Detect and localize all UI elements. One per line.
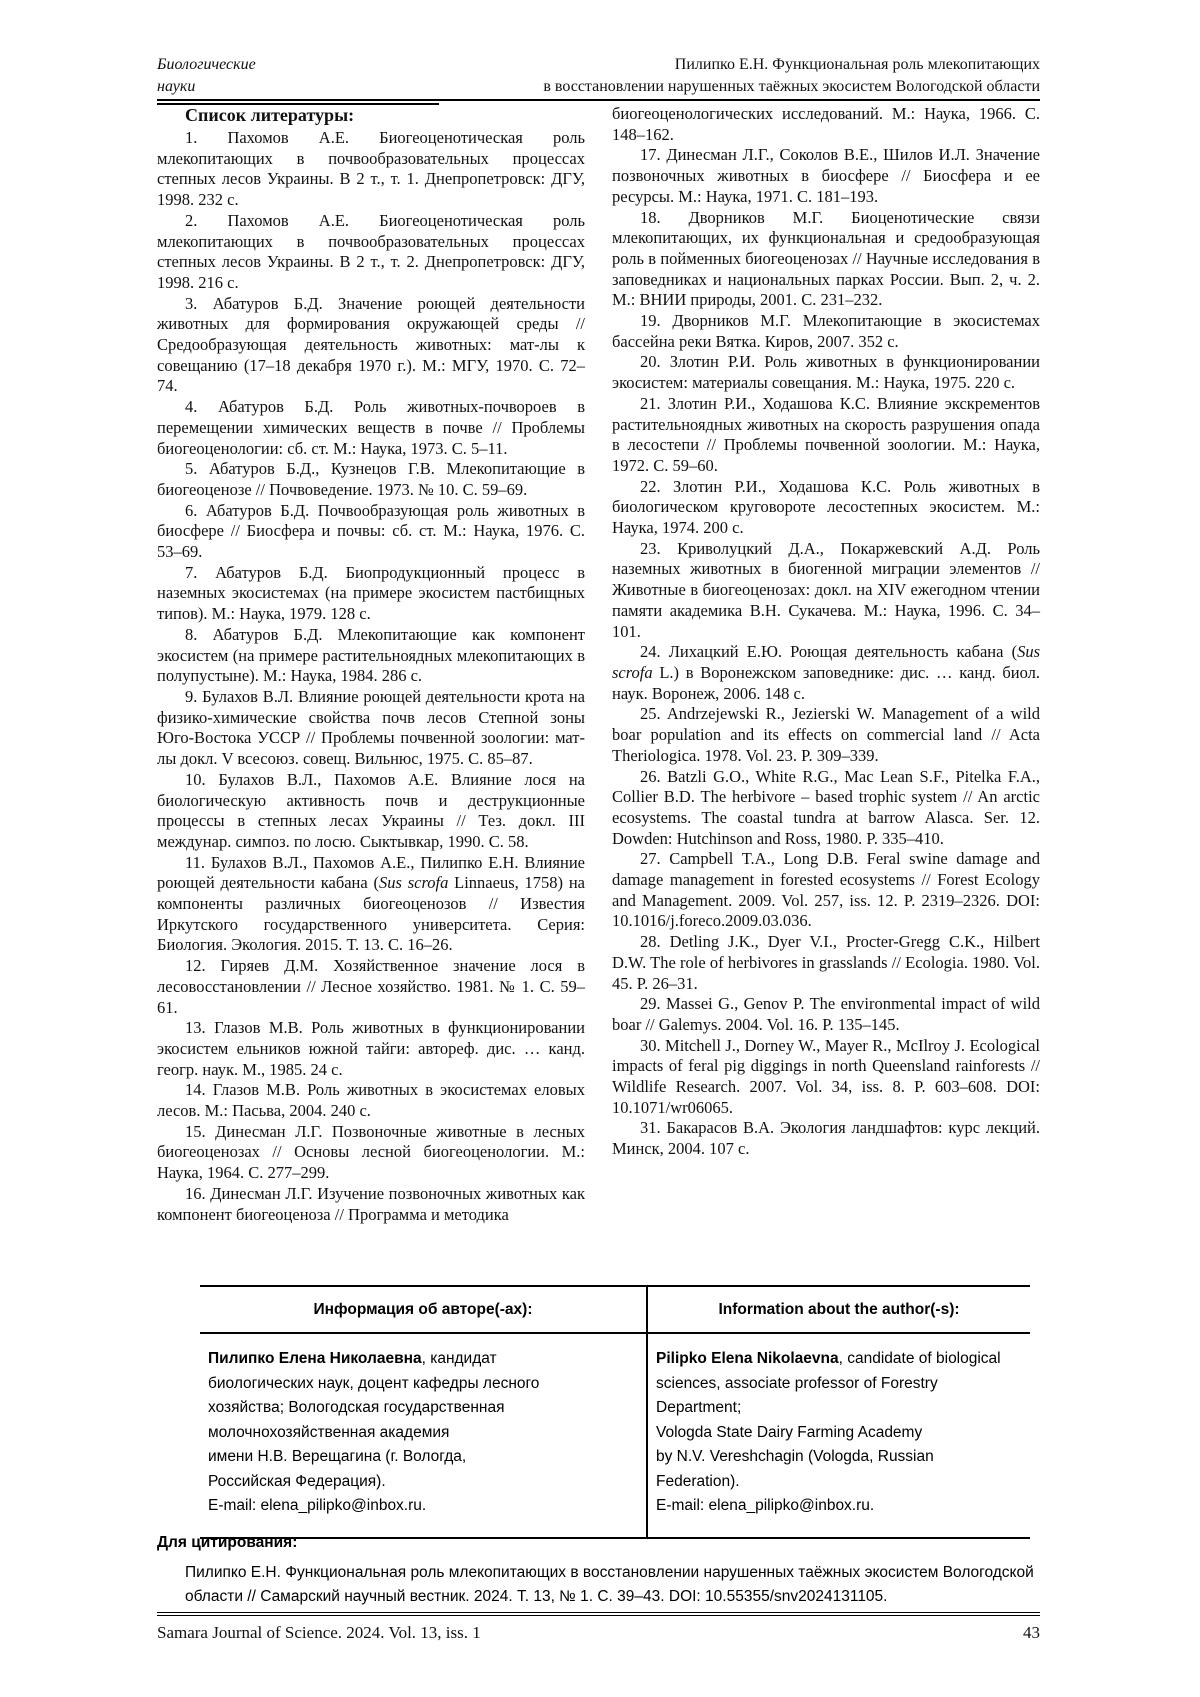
reference-item: 11. Булахов В.Л., Пахомов А.Е., Пилипко Е.Н. Влияние роющей деятельности кабана (Sus scrofa Linnaeus, 1758) на компоненты различных биогеоценозов // Известия Иркутского государственного университета. Серия: Биология. Экология. 2015. Т. 13. С. 16–26. xyxy=(157,852,585,955)
reference-item: 2. Пахомов А.Е. Биогеоценотическая роль млекопитающих в почвообразовательных процессах степных лесов Украины. В 2 т., т. 2. Днепропетровск: ДГУ, 1998. 216 с. xyxy=(157,210,585,292)
author-info-line: имени Н.В. Верещагина (г. Вологда, xyxy=(208,1448,467,1465)
section-title-line1: Биологические xyxy=(157,56,256,73)
references-column-left xyxy=(157,104,585,1225)
header-rule xyxy=(157,99,1040,101)
reference-item: 18. Дворников М.Г. Биоценотические связи млекопитающих, их функциональная и средообразующая роль в пойменных биогеоценозах // Научные исследования в заповедниках и национальных парках России. Вып. 2, ч. 2. М.: ВНИИ природы, 2001. С. 231–232. xyxy=(612,207,1040,310)
reference-item: 29. Massei G., Genov P. The environmental impact of wild boar // Galemys. 2004. Vol. 16. P. 135–145. xyxy=(612,994,1040,1034)
reference-item: 4. Абатуров Б.Д. Роль животных-почвороев в перемещении химических веществ в почве // Проблемы биогеоценологии: сб. ст. М.: Наука, 1973. С. 5–11. xyxy=(157,397,585,458)
reference-item: 26. Batzli G.O., White R.G., Mac Lean S.F., Pitelka F.A., Collier B.D. The herbivore – based trophic system // An arctic ecosystems. The coastal tundra at barrow Alasca. Ser. 12. Dowden: Hutchinson and Ross, 1980. P. 335–410. xyxy=(612,766,1040,848)
reference-item: 14. Глазов М.В. Роль животных в экосистемах еловых лесов. М.: Пасьва, 2004. 240 с. xyxy=(157,1080,585,1121)
reference-item: 15. Динесман Л.Г. Позвоночные животные в лесных биогеоценозах // Основы лесной биогеоценологии. М.: Наука, 1964. С. 277–299. xyxy=(157,1121,585,1183)
reference-item: 31. Бакарасов В.А. Экология ландшафтов: курс лекций. Минск, 2004. 107 с. xyxy=(612,1118,1040,1159)
reference-item: 30. Mitchell J., Dorney W., Mayer R., McIlroy J. Ecological impacts of feral pig diggings in north Queensland rainforests // Wildlife Research. 2007. Vol. 34, iss. 8. P. 603–608. DOI: 10.1071/wr06065. xyxy=(612,1035,1040,1117)
footer-page-number: 43 xyxy=(1023,1623,1040,1642)
reference-item: 22. Злотин Р.И., Ходашова К.С. Роль животных в биологическом круговороте лесостепных экосистем. М.: Наука, 1974. 200 с. xyxy=(612,476,1040,538)
author-info-line: E-mail: elena_pilipko@inbox.ru. xyxy=(208,1497,427,1514)
article-running-title-line1: Пилипко Е.Н. Функциональная роль млекопитающих xyxy=(674,56,1040,73)
citation-text: Пилипко Е.Н. Функциональная роль млекопитающих в восстановлении нарушенных таёжных экосистем Вологодской области // Самарский научный вестник. 2024. Т. 13, № 1. С. 39–43. DOI: 10.55355/snv2024131105. xyxy=(185,1564,1034,1605)
author-info-line: Vologda State Dairy Farming Academy xyxy=(656,1423,923,1441)
reference-item: 9. Булахов В.Л. Влияние роющей деятельности крота на физико-химические свойства почв лесов Степной зоны Юго-Востока УССР // Проблемы почвенной зоологии: мат-лы докл. V всесоюз. совещ. Вильнюс, 1975. С. 85–87. xyxy=(157,686,585,769)
reference-item: 3. Абатуров Б.Д. Значение роющей деятельности животных для формирования окружающей среды // Средообразующая деятельность животных: мат-лы к совещанию (17–18 декабря 1970 г.). М.: МГУ, 1970. С. 72–74. xyxy=(157,293,585,396)
reference-item: 1. Пахомов А.Е. Биогеоценотическая роль млекопитающих в почвообразовательных процессах степных лесов Украины. В 2 т., т. 1. Днепропетровск: ДГУ, 1998. 232 с. xyxy=(157,128,585,210)
reference-item: 10. Булахов В.Л., Пахомов А.Е. Влияние лося на биологическую активность почв и деструкционные процессы в степных лесах Украины // Тез. докл. III междунар. симпоз. по лосю. Сыктывкар, 1990. С. 58. xyxy=(157,769,585,851)
author-info-line: Пилипко Елена Николаевна, кандидат xyxy=(208,1350,497,1367)
author-info-line: Российская Федерация). xyxy=(208,1472,386,1490)
author-info-header-ru: Информация об авторе(-ах): xyxy=(200,1287,646,1334)
reference-item: 5. Абатуров Б.Д., Кузнецов Г.В. Млекопитающие в биогеоценозе // Почвоведение. 1973. № 10. С. 59–69. xyxy=(157,459,585,499)
reference-item: 23. Криволуцкий Д.А., Покаржевский А.Д. Роль наземных животных в биогенной миграции элементов // Животные в биогеоценозах: докл. на XIV ежегодном чтении памяти академика В.Н. Сукачева. М.: Наука, 1996. С. 34–101. xyxy=(612,538,1040,641)
author-info-column-en xyxy=(648,1287,1030,1537)
author-info-line: Pilipko Elena Nikolaevna, candidate of biological xyxy=(656,1350,1001,1367)
page-footer xyxy=(157,1622,1040,1644)
reference-item: 17. Динесман Л.Г., Соколов В.Е., Шилов И.Л. Значение позвоночных животных в биосфере // Биосфера и ее ресурсы. М.: Наука, 1971. С. 181–193. xyxy=(612,145,1040,206)
references-section xyxy=(157,104,1040,1225)
reference-item: 20. Злотин Р.И. Роль животных в функционировании экосистем: материалы совещания. М.: Наука, 1975. 220 с. xyxy=(612,352,1040,393)
references-list-right xyxy=(612,145,1040,1159)
author-info-line: биологических наук, доцент кафедры лесного xyxy=(208,1374,540,1392)
references-heading: Список литературы: xyxy=(185,105,355,125)
reference-item: 6. Абатуров Б.Д. Почвообразующая роль животных в биосфере // Биосфера и почвы: сб. ст. М.: Наука, 1976. С. 53–69. xyxy=(157,500,585,562)
reference-item: 19. Дворников М.Г. Млекопитающие в экосистемах бассейна реки Вятка. Киров, 2007. 352 с. xyxy=(612,311,1040,351)
author-info-line: молочнохозяйственная академия xyxy=(208,1423,450,1441)
author-info-line: sciences, associate professor of Forestry Department; xyxy=(656,1374,938,1416)
reference-item: 8. Абатуров Б.Д. Млекопитающие как компонент экосистем (на примере растительноядных млекопитающих в полупустыне). М.: Наука, 1984. 286 с. xyxy=(157,624,585,686)
author-info-header-en: Information about the author(-s): xyxy=(648,1287,1030,1334)
reference-item: 16. Динесман Л.Г. Изучение позвоночных животных как компонент биогеоценоза // Программа и методика xyxy=(157,1183,585,1224)
footer-rule xyxy=(157,1612,1040,1616)
author-info-body-en xyxy=(648,1334,1030,1537)
reference-item: 13. Глазов М.В. Роль животных в функционировании экосистем ельников южной тайги: автореф. дис. … канд. геогр. наук. М., 1985. 24 с. xyxy=(157,1018,585,1079)
article-running-title-line2: в восстановлении нарушенных таёжных экосистем Вологодской области xyxy=(543,78,1040,95)
references-list-left xyxy=(157,128,585,1225)
reference-item: 28. Detling J.K., Dyer V.I., Procter-Gregg C.K., Hilbert D.W. The role of herbivores in grasslands // Ecologia. 1980. Vol. 45. P. 26–31. xyxy=(612,932,1040,993)
reference-item: 27. Campbell T.A., Long D.B. Feral swine damage and damage management in forested ecosystems // Forest Ecology and Management. 2009. Vol. 257, iss. 12. P. 2319–2326. DOI: 10.1016/j.foreco.2009.03.036. xyxy=(612,849,1040,931)
author-info-body-ru xyxy=(200,1334,646,1537)
reference-item-continuation: биогеоценологических исследований. М.: Наука, 1966. С. 148–162. xyxy=(612,104,1040,144)
author-info-column-ru xyxy=(200,1287,648,1537)
author-info-line: by N.V. Vereshchagin (Vologda, Russian Federation). xyxy=(656,1448,934,1490)
section-title-line2: науки xyxy=(157,78,196,95)
reference-item: 12. Гиряев Д.М. Хозяйственное значение лося в лесовосстановлении // Лесное хозяйство. 1981. № 1. С. 59–61. xyxy=(157,956,585,1017)
author-info-line: хозяйства; Вологодская государственная xyxy=(208,1399,505,1416)
running-head xyxy=(157,54,1040,98)
reference-item: 24. Лихацкий Е.Ю. Роющая деятельность кабана (Sus scrofa L.) в Воронежском заповеднике: дис. … канд. биол. наук. Воронеж, 2006. 148 с. xyxy=(612,642,1040,703)
reference-item: 21. Злотин Р.И., Ходашова К.С. Влияние экскрементов растительноядных животных на скорость разрушения опада в лесостепи // Проблемы почвенной зоологии. М.: Наука, 1972. С. 59–60. xyxy=(612,393,1040,475)
reference-item: 7. Абатуров Б.Д. Биопродукционный процесс в наземных экосистемах (на примере экосистем пастбищных типов). М.: Наука, 1979. 128 с. xyxy=(157,562,585,624)
footer-journal-title: Samara Journal of Science. 2024. Vol. 13, iss. 1 xyxy=(157,1623,481,1642)
author-info-table xyxy=(200,1285,1030,1539)
references-column-right xyxy=(612,104,1040,1225)
citation-section xyxy=(157,1532,1040,1608)
article-running-title xyxy=(543,54,1040,98)
citation-label: Для цитирования: xyxy=(157,1534,298,1551)
author-info-line: E-mail: elena_pilipko@inbox.ru. xyxy=(656,1497,875,1514)
reference-item: 25. Andrzejewski R., Jezierski W. Management of a wild boar population and its effects on commercial land // Acta Theriologica. 1978. Vol. 23. P. 309–339. xyxy=(612,704,1040,765)
section-title xyxy=(157,54,256,98)
